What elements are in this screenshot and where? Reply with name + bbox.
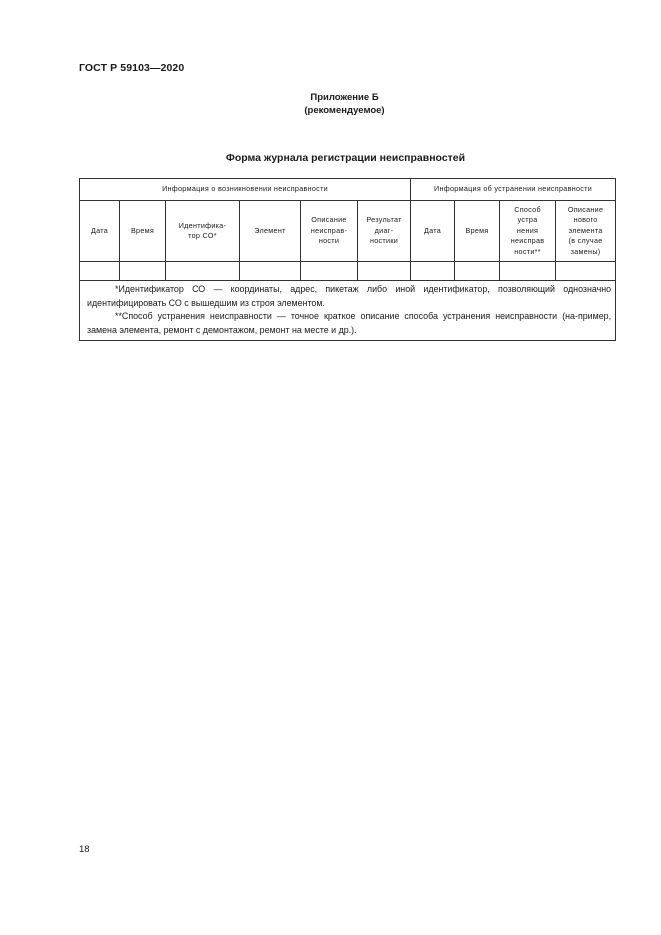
column-header bbox=[166, 201, 240, 262]
empty-cell bbox=[301, 262, 358, 281]
column-header-line: неисправ- bbox=[310, 225, 348, 235]
footnote-identifier: *Идентификатор СО — координаты, адрес, пикетаж либо иной идентификатор, позволяющий однозначно идентифицировать СО с вышедшим из строя элементом. bbox=[87, 284, 612, 308]
column-header-line: ности** bbox=[514, 246, 541, 256]
column-header-line: Дата bbox=[423, 225, 442, 235]
column-header-line: Описание bbox=[311, 215, 347, 225]
empty-cell bbox=[500, 262, 556, 281]
column-header-line: Время bbox=[465, 225, 489, 235]
column-header-line: нения bbox=[516, 225, 539, 235]
appendix-subtitle: (рекомендуемое) bbox=[304, 105, 385, 116]
column-header-line: устра bbox=[517, 215, 538, 225]
empty-cell bbox=[358, 262, 411, 281]
column-header bbox=[358, 201, 411, 262]
empty-cell bbox=[240, 262, 301, 281]
footnotes-cell bbox=[80, 281, 616, 341]
page-number: 18 bbox=[79, 844, 90, 855]
document-code: ГОСТ Р 59103—2020 bbox=[79, 62, 185, 74]
column-header bbox=[500, 201, 556, 262]
column-header-line: Описание bbox=[567, 204, 604, 214]
column-header-line: Элемент bbox=[254, 225, 286, 235]
column-header bbox=[301, 201, 358, 262]
empty-entry-row bbox=[80, 262, 616, 281]
column-header-line: нового bbox=[573, 215, 598, 225]
column-header-line: диаг- bbox=[374, 225, 394, 235]
column-header-line: ности bbox=[318, 236, 340, 246]
form-title-text: Форма журнала регистрации неисправностей bbox=[225, 152, 466, 164]
empty-cell bbox=[411, 262, 455, 281]
group-elimination: Информация об устранении неисправности bbox=[411, 179, 616, 201]
group-header-row bbox=[80, 179, 616, 201]
column-header-line: Время bbox=[130, 225, 155, 235]
column-header bbox=[455, 201, 500, 262]
fault-journal-table bbox=[79, 178, 616, 341]
empty-cell bbox=[556, 262, 616, 281]
column-header bbox=[120, 201, 166, 262]
footnote-method: **Способ устранения неисправности — точное краткое описание способа устранения неисправности (на-пример, замена элемента, ремонт с демонтажом, ремонт на месте и др.). bbox=[87, 311, 612, 335]
appendix-title: Приложение Б bbox=[310, 92, 379, 103]
column-header-line: замены) bbox=[570, 246, 601, 256]
group-occurrence: Информация о возникновении неисправности bbox=[80, 179, 411, 201]
column-header bbox=[240, 201, 301, 262]
appendix-heading bbox=[0, 91, 661, 117]
empty-cell bbox=[455, 262, 500, 281]
column-header bbox=[556, 201, 616, 262]
empty-cell bbox=[166, 262, 240, 281]
column-header bbox=[411, 201, 455, 262]
column-header-row bbox=[80, 201, 616, 262]
column-header bbox=[80, 201, 120, 262]
column-header-line: Дата bbox=[90, 225, 109, 235]
column-header-line: ностики bbox=[369, 236, 399, 246]
empty-cell bbox=[80, 262, 120, 281]
column-header-line: (в случае bbox=[568, 236, 603, 246]
column-header-line: Результат bbox=[366, 215, 402, 225]
column-header-line: неисправ bbox=[510, 236, 545, 246]
column-header-line: Идентифика- bbox=[178, 220, 227, 230]
empty-cell bbox=[120, 262, 166, 281]
form-title bbox=[0, 152, 661, 164]
column-header-line: Способ bbox=[514, 204, 541, 214]
column-header-line: элемента bbox=[568, 225, 603, 235]
footnotes-row bbox=[80, 281, 616, 341]
column-header-line: тор СО* bbox=[188, 231, 217, 240]
